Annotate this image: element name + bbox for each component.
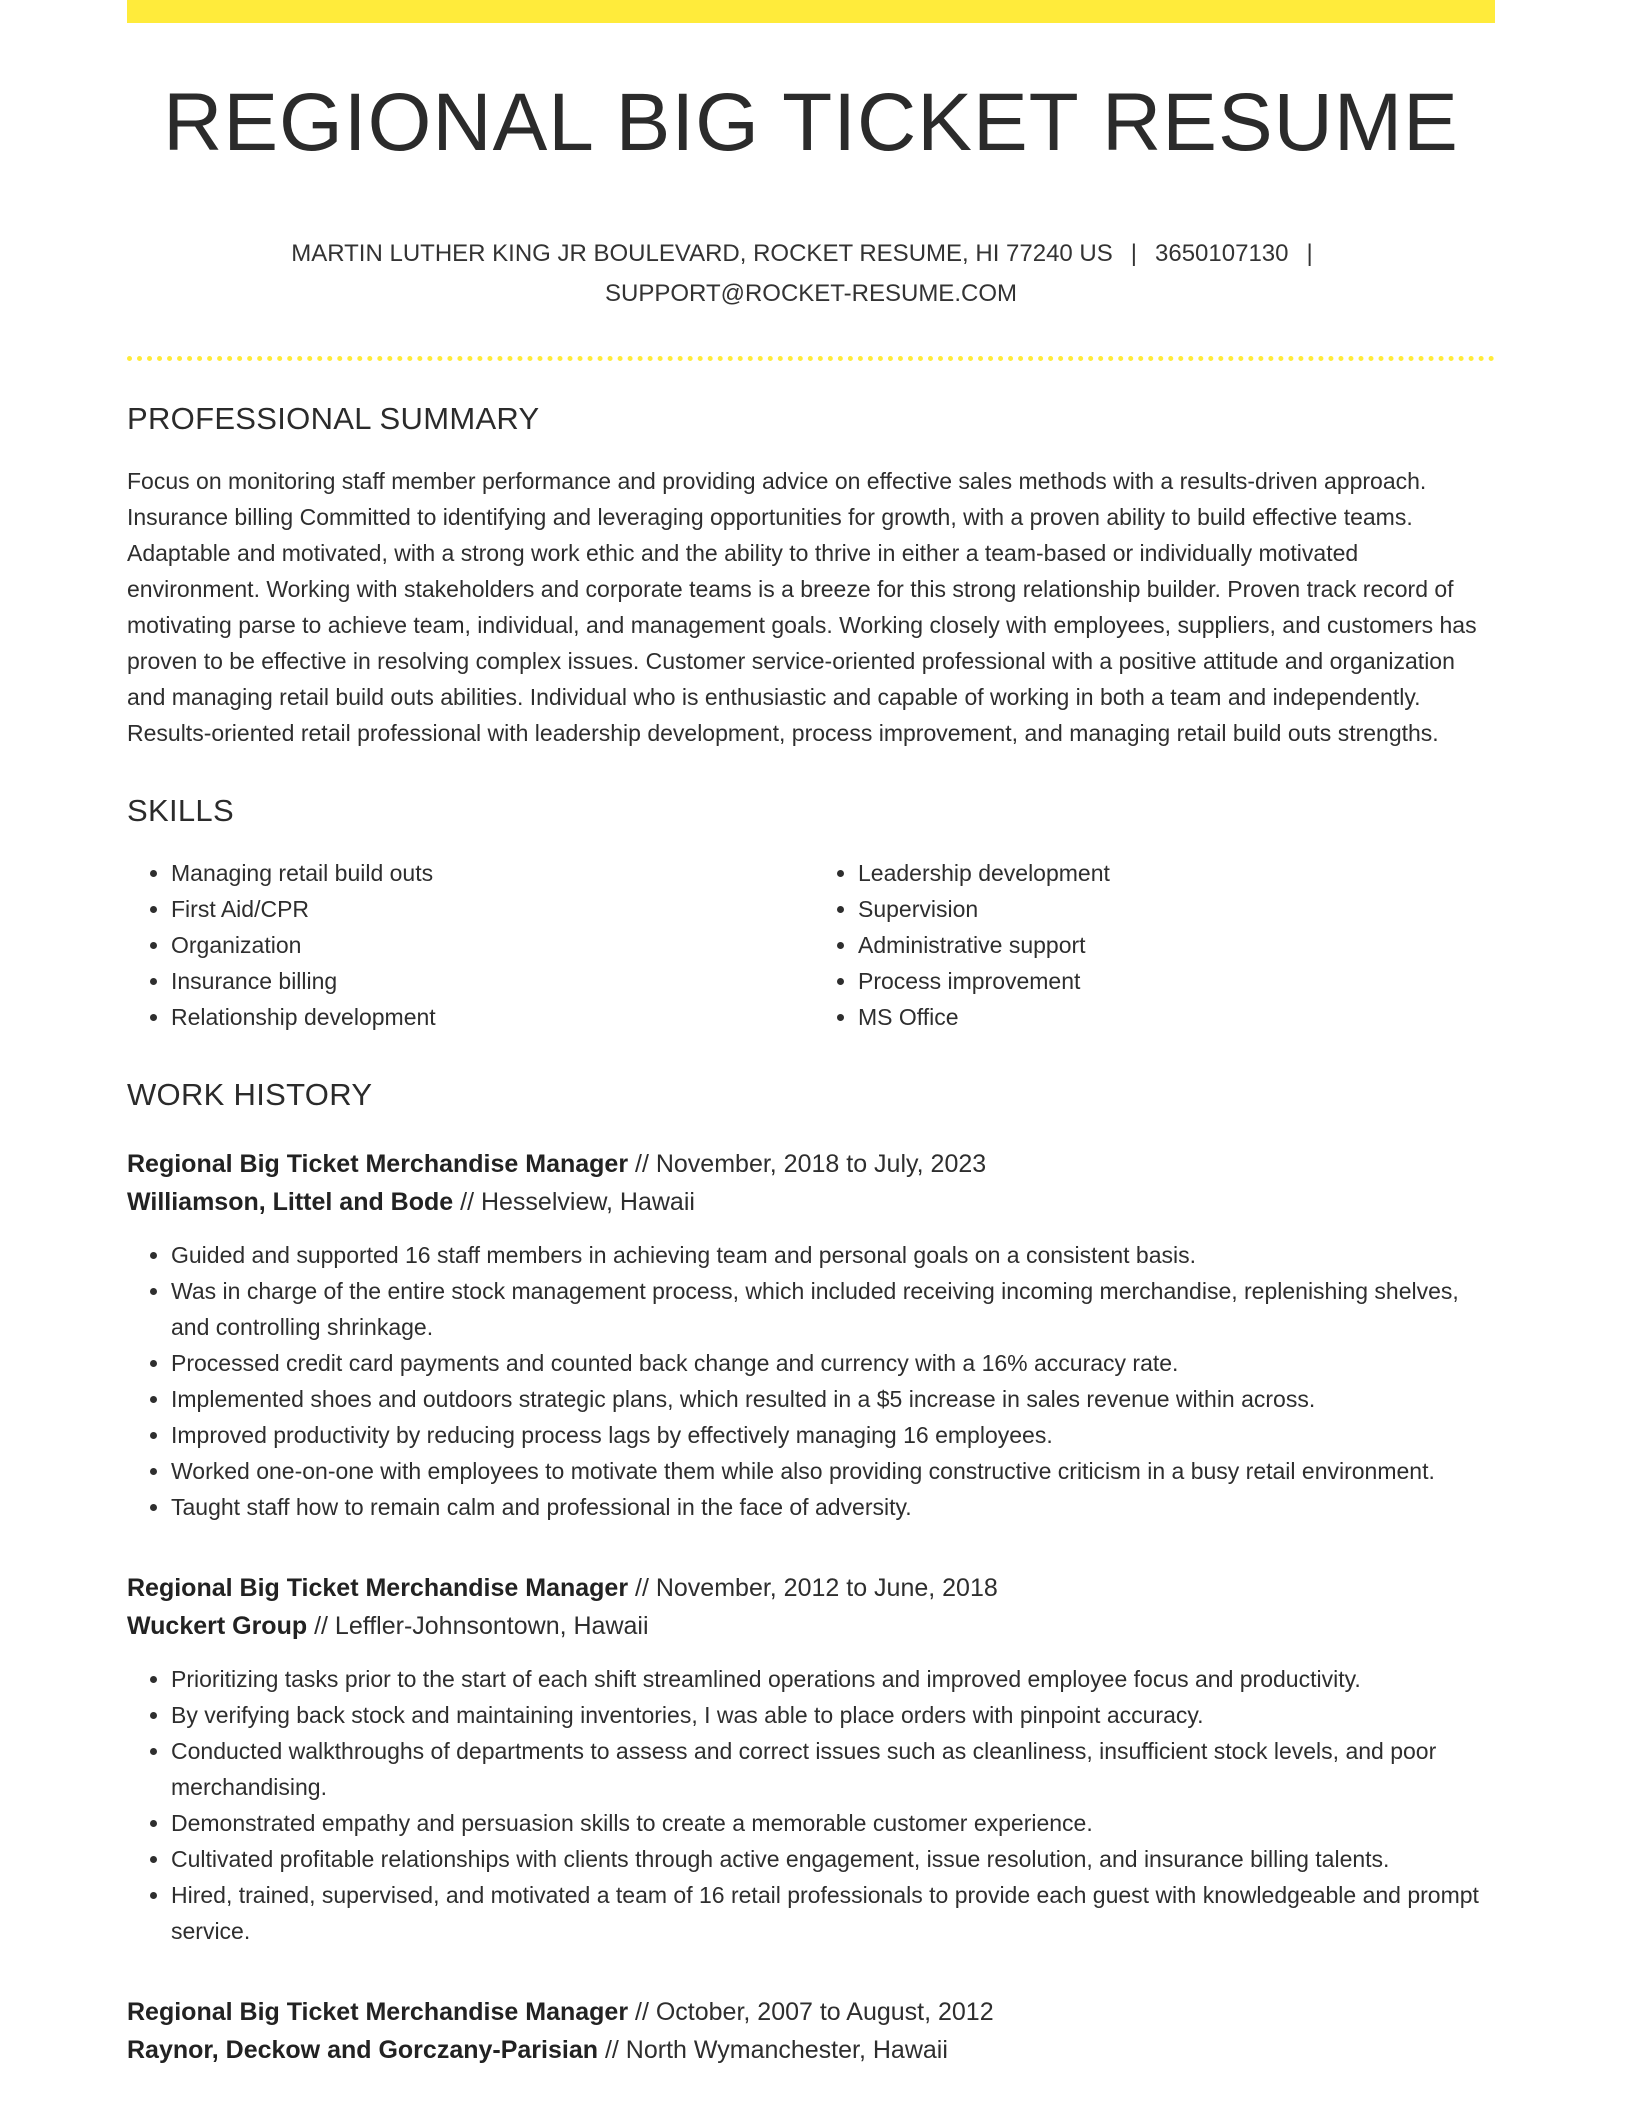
- job-location: // Leffler-Johnsontown, Hawaii: [314, 1612, 649, 1641]
- skills-column-left: [127, 855, 811, 1035]
- job-location: // North Wymanchester, Hawaii: [604, 2036, 948, 2065]
- job-bullet: • Was in charge of the entire stock management process, which included receiving incoming merchandise, replenishing shelves, and controlling shrinkage.: [171, 1273, 1495, 1345]
- job-company-line: [127, 2031, 1495, 2069]
- job-company: Williamson, Littel and Bode: [127, 1188, 454, 1217]
- job-bullet: • Conducted walkthroughs of departments to assess and correct issues such as cleanliness, insufficient stock levels, and poor merchandising.: [171, 1733, 1495, 1805]
- skills-list: [127, 855, 1495, 1035]
- job-bullet: • Hired, trained, supervised, and motivated a team of 16 retail professionals to provide each guest with knowledgeable and prompt service.: [171, 1877, 1495, 1949]
- job-entry: [127, 1993, 1495, 2069]
- job-title: Regional Big Ticket Merchandise Manager: [127, 1998, 629, 2027]
- job-bullet: • Prioritizing tasks prior to the start of each shift streamlined operations and improved employee focus and productivity.: [171, 1661, 1495, 1697]
- skills-column-right: [811, 855, 1495, 1035]
- skill-item: • Organization: [171, 927, 811, 963]
- job-bullet: • Cultivated profitable relationships with clients through active engagement, issue resolution, and insurance billing talents.: [171, 1841, 1495, 1877]
- job-company-line: [127, 1183, 1495, 1221]
- job-title-line: [127, 1993, 1495, 2031]
- skill-item: • Relationship development: [171, 999, 811, 1035]
- job-bullets: [127, 1237, 1495, 1525]
- job-title: Regional Big Ticket Merchandise Manager: [127, 1574, 629, 1603]
- resume-title: REGIONAL BIG TICKET RESUME: [163, 77, 1459, 168]
- summary-text: Focus on monitoring staff member performance and providing advice on effective sales methods with a results-driven approach. Insurance billing Committed to identifying and leveraging opportunities for growth, with a proven ability to build effective teams. Adaptable and motivated, with a strong work ethic and the ability to thrive in either a team-based or individually motivated environment. Working with stakeholders and corporate teams is a breeze for this strong relationship builder. Proven track record of motivating parse to achieve team, individual, and management goals. Working closely with employees, suppliers, and customers has proven to be effective in resolving complex issues. Customer service-oriented professional with a positive attitude and organization and managing retail build outs abilities. Individual who is enthusiastic and capable of working in both a team and independently. Results-oriented retail professional with leadership development, process improvement, and managing retail build outs strengths.: [127, 468, 1477, 747]
- job-bullet: • Worked one-on-one with employees to motivate them while also providing constructive criticism in a busy retail environment.: [171, 1453, 1495, 1489]
- job-dates: // November, 2012 to June, 2018: [635, 1574, 998, 1603]
- job-bullets: [127, 1661, 1495, 1949]
- skill-item: • Administrative support: [858, 927, 1495, 963]
- job-title-line: [127, 1569, 1495, 1607]
- skills-heading: SKILLS: [127, 793, 234, 829]
- skill-item: • First Aid/CPR: [171, 891, 811, 927]
- skill-item: • Leadership development: [858, 855, 1495, 891]
- job-company: Raynor, Deckow and Gorczany-Parisian: [127, 2036, 598, 2065]
- job-bullet: • Implemented shoes and outdoors strategic plans, which resulted in a $5 increase in sales revenue within across.: [171, 1381, 1495, 1417]
- job-location: // Hesselview, Hawaii: [460, 1188, 695, 1217]
- job-company-line: [127, 1607, 1495, 1645]
- job-bullet: • By verifying back stock and maintaining inventories, I was able to place orders with pinpoint accuracy.: [171, 1697, 1495, 1733]
- job-bullet: • Taught staff how to remain calm and professional in the face of adversity.: [171, 1489, 1495, 1525]
- job-bullet: • Processed credit card payments and counted back change and currency with a 16% accuracy rate.: [171, 1345, 1495, 1381]
- job-title: Regional Big Ticket Merchandise Manager: [127, 1150, 629, 1179]
- resume-page: [127, 0, 1495, 2069]
- accent-bar: [127, 0, 1495, 23]
- work-history-list: [127, 1145, 1495, 2069]
- contact-address: MARTIN LUTHER KING JR BOULEVARD, ROCKET RESUME, HI 77240 US: [291, 240, 1113, 268]
- job-entry: [127, 1569, 1495, 1949]
- job-bullet: • Demonstrated empathy and persuasion skills to create a memorable customer experience.: [171, 1805, 1495, 1841]
- summary-heading: PROFESSIONAL SUMMARY: [127, 401, 540, 437]
- contact-separator: |: [1306, 240, 1313, 268]
- contact-separator: |: [1130, 240, 1138, 268]
- job-bullet: • Guided and supported 16 staff members in achieving team and personal goals on a consistent basis.: [171, 1237, 1495, 1273]
- contact-info: [127, 234, 1495, 314]
- contact-phone: 3650107130: [1155, 240, 1289, 268]
- job-company: Wuckert Group: [127, 1612, 308, 1641]
- job-dates: // October, 2007 to August, 2012: [635, 1998, 994, 2027]
- skill-item: • Supervision: [858, 891, 1495, 927]
- dotted-divider: [127, 356, 1495, 361]
- contact-email: SUPPORT@ROCKET-RESUME.COM: [605, 280, 1017, 308]
- job-title-line: [127, 1145, 1495, 1183]
- job-dates: // November, 2018 to July, 2023: [635, 1150, 987, 1179]
- skill-item: • Insurance billing: [171, 963, 811, 999]
- skill-item: • MS Office: [858, 999, 1495, 1035]
- skill-item: • Process improvement: [858, 963, 1495, 999]
- job-bullet: • Improved productivity by reducing process lags by effectively managing 16 employees.: [171, 1417, 1495, 1453]
- job-entry: [127, 1145, 1495, 1525]
- work-history-heading: WORK HISTORY: [127, 1077, 373, 1113]
- skill-item: • Managing retail build outs: [171, 855, 811, 891]
